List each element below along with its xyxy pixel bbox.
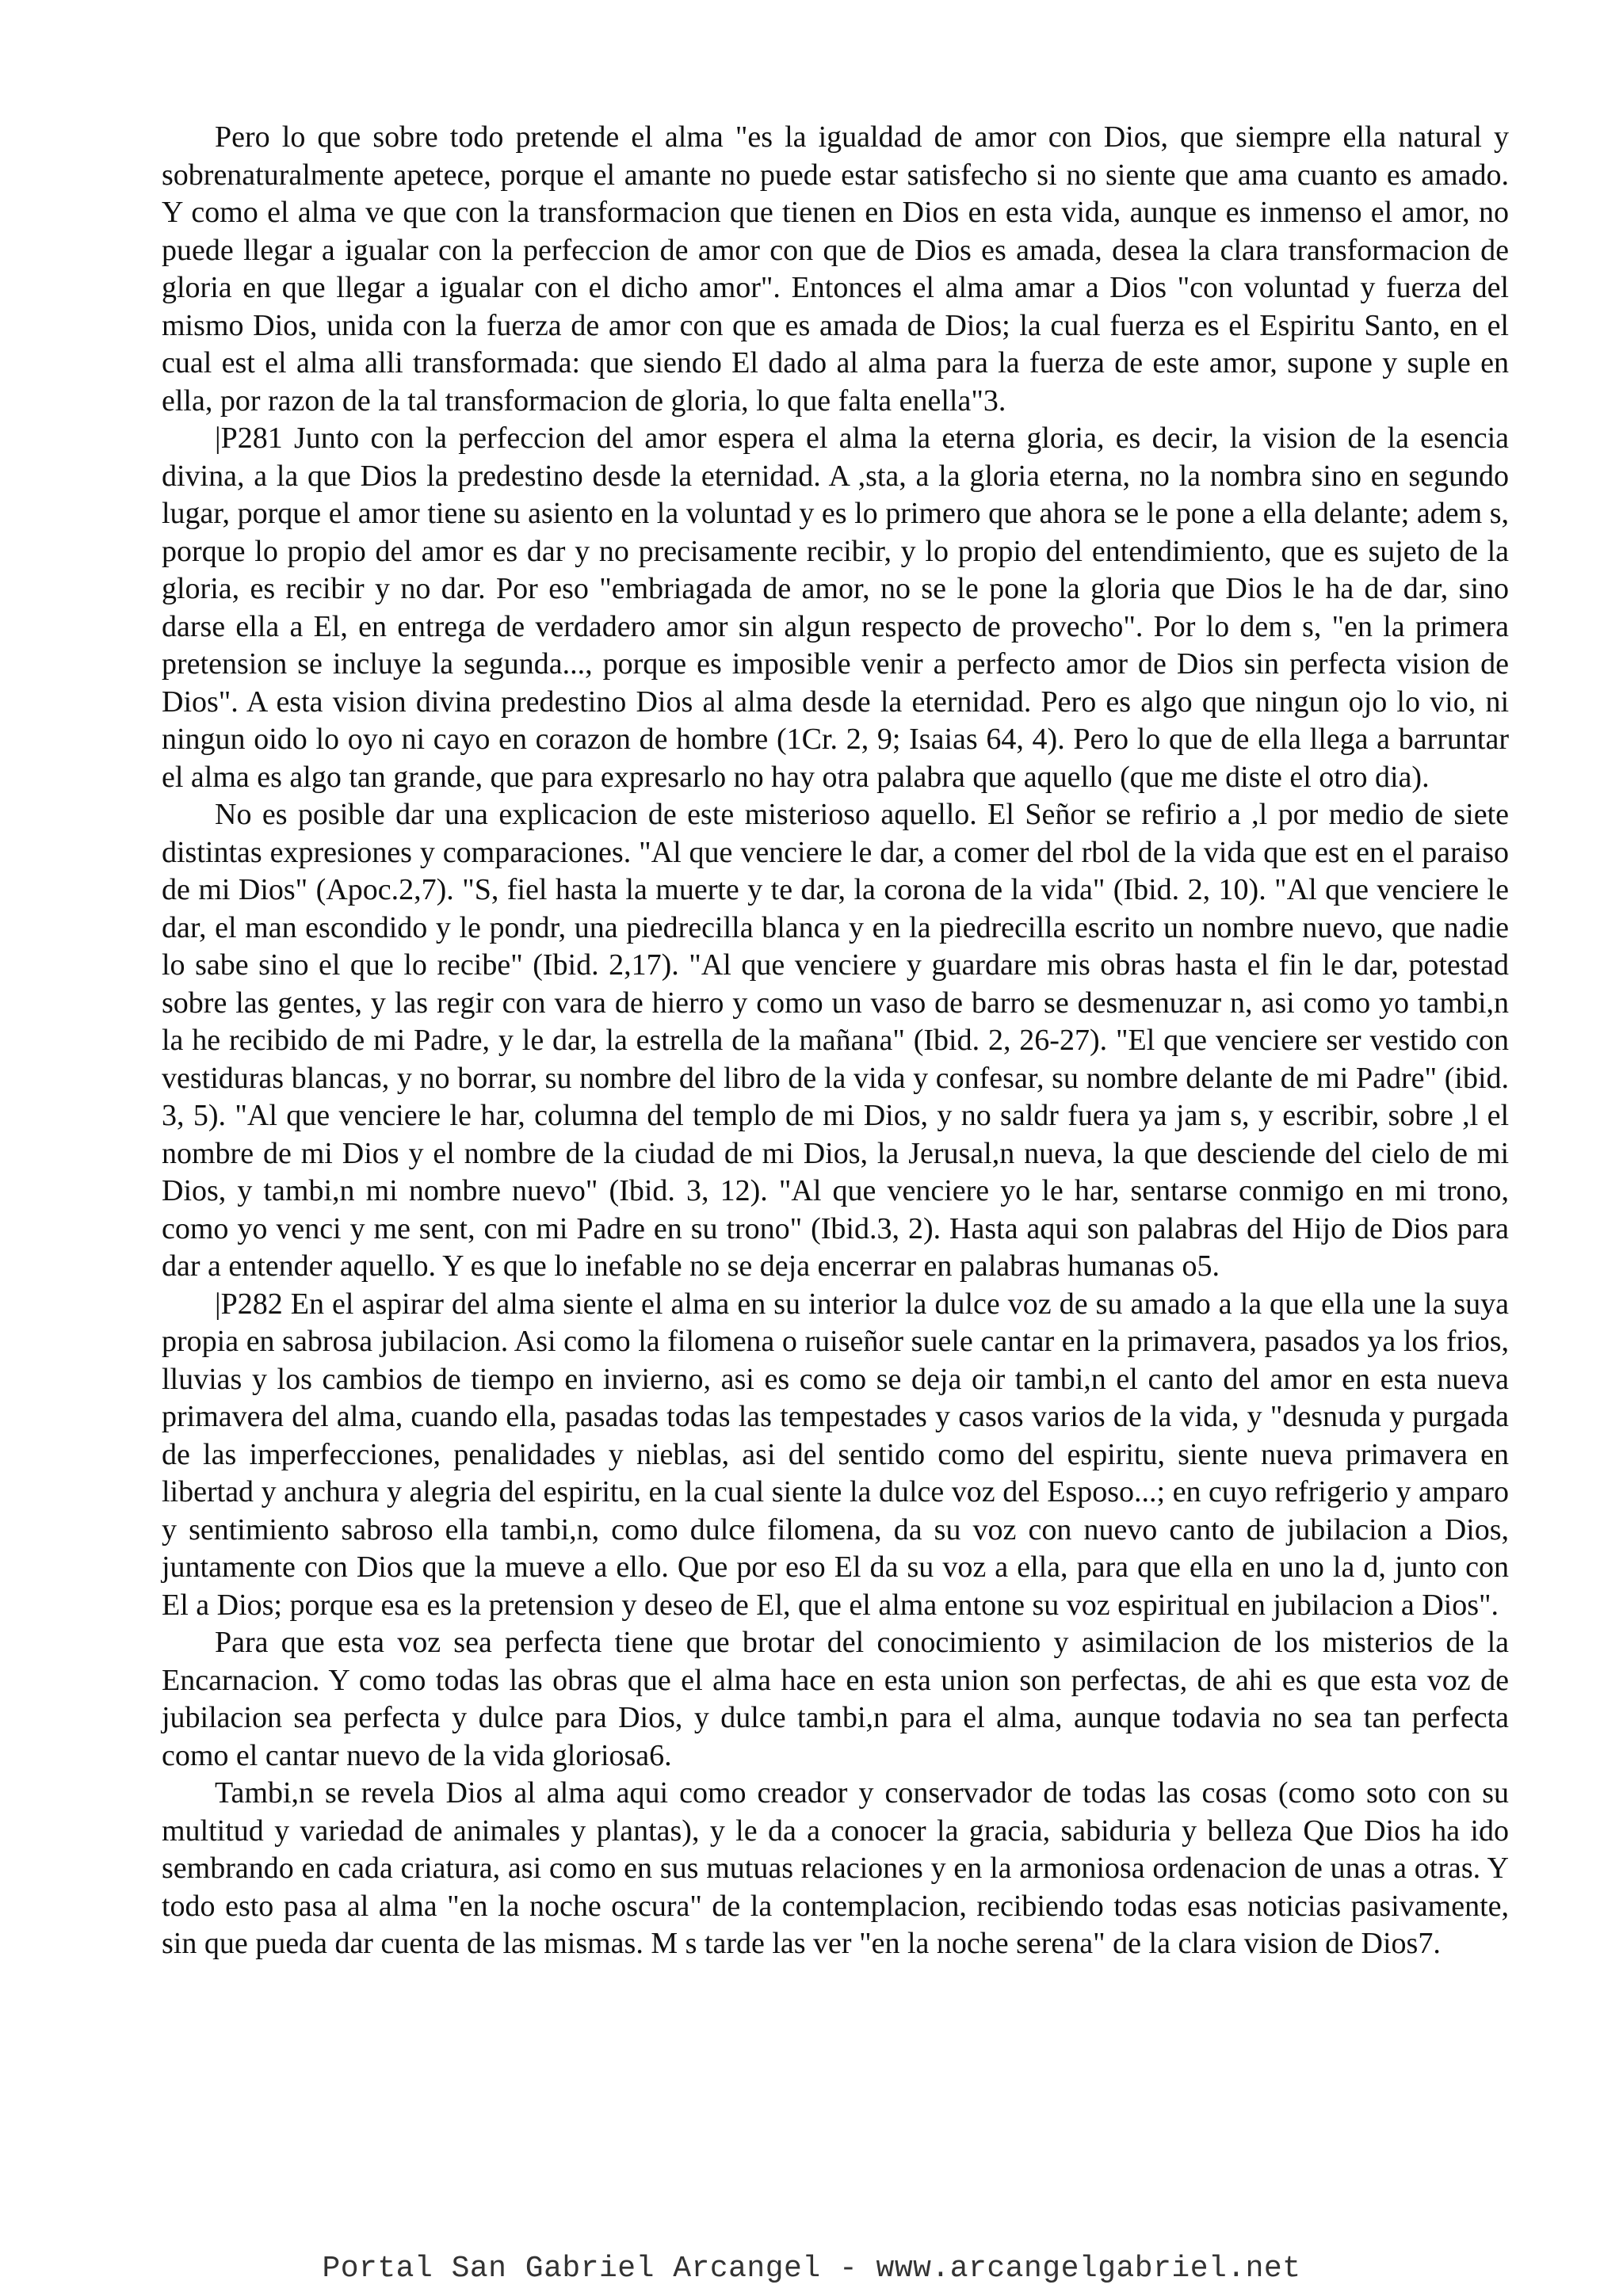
paragraph-2: |P281 Junto con la perfeccion del amor espera el alma la eterna gloria, es decir, la vision de la esencia divina, a la que Dios la predestino desde la eternidad. A ,sta, a la gloria eterna, no la nombra sino en segundo lugar, porque el amor tiene su asiento en la voluntad y es lo primero que ahora se le pone a ella delante; adem s, porque lo propio del amor es dar y no precisamente recibir, y lo propio del entendimiento, que es sujeto de la gloria, es recibir y no dar. Por eso "embriagada de amor, no se le pone la gloria que Dios le ha de dar, sino darse ella a El, en entrega de verdadero amor sin algun respecto de provecho". Por lo dem s, "en la primera pretension se incluye la segunda..., porque es imposible venir a perfecto amor de Dios sin perfecta vision de Dios". A esta vision divina predestino Dios al alma desde la eternidad. Pero es algo que ningun ojo lo vio, ni ningun oido lo oyo ni cayo en corazon de hombre (1Cr. 2, 9; Isaias 64, 4). Pero lo que de ella llega a barruntar el alma es algo tan grande, que para expresarlo no hay otra palabra que aquello (que me diste el otro dia). — [162, 421, 1509, 794]
paragraph-3: No es posible dar una explicacion de este misterioso aquello. El Señor se refirio a ,l por medio de siete distintas expresiones y comparaciones. "Al que venciere le dar, a comer del rbol de la vida que est en el paraiso de mi Dios" (Apoc.2,7). "S, fiel hasta la muerte y te dar, la corona de la vida" (Ibid. 2, 10). "Al que venciere le dar, el man escondido y le pondr, una piedrecilla blanca y en la piedrecilla escrito un nombre nuevo, que nadie lo sabe sino el que lo recibe" (Ibid. 2,17). "Al que venciere y guardare mis obras hasta el fin le dar, potestad sobre las gentes, y las regir con vara de hierro y como un vaso de barro se desmenuzar n, asi como yo tambi,n la he recibido de mi Padre, y le dar, la estrella de la mañana" (Ibid. 2, 26-27). "El que venciere ser vestido con vestiduras blancas, y no borrar, su nombre del libro de la vida y confesar, su nombre delante de mi Padre" (ibid. 3, 5). "Al que venciere le har, columna del templo de mi Dios, y no saldr fuera ya jam s, y escribir, sobre ,l el nombre de mi Dios y el nombre de la ciudad de mi Dios, la Jerusal,n nueva, la que desciende del cielo de mi Dios, y tambi,n mi nombre nuevo" (Ibid. 3, 12). "Al que venciere yo le har, sentarse conmigo en mi trono, como yo venci y me sent, con mi Padre en su trono" (Ibid.3, 2). Hasta aqui son palabras del Hijo de Dios para dar a entender aquello. Y es que lo inefable no se deja encerrar en palabras humanas o5. — [162, 798, 1509, 1283]
page-footer: Portal San Gabriel Arcangel - www.arcangelgabriel.net — [322, 2252, 1301, 2286]
paragraph-4: |P282 En el aspirar del alma siente el alma en su interior la dulce voz de su amado a la que ella une la suya propia en sabrosa jubilacion. Asi como la filomena o ruiseñor suele cantar en la primavera, pasados ya los frios, lluvias y los cambios de tiempo en invierno, asi es como se deja oir tambi,n el canto del amor en esta nueva primavera del alma, cuando ella, pasadas todas las tempestades y casos varios de la vida, y "desnuda y purgada de las imperfecciones, penalidades y nieblas, asi del sentido como del espiritu, siente nueva primavera en libertad y anchura y alegria del espiritu, en la cual siente la dulce voz del Esposo...; en cuyo refrigerio y amparo y sentimiento sabroso ella tambi,n, como dulce filomena, da su voz con nuevo canto de jubilacion a Dios, juntamente con Dios que la mueve a ello. Que por eso El da su voz a ella, para que ella en uno la d, junto con El a Dios; porque esa es la pretension y deseo de El, que el alma entone su voz espiritual en jubilacion a Dios". — [162, 1287, 1509, 1622]
paragraph-5: Para que esta voz sea perfecta tiene que brotar del conocimiento y asimilacion de los misterios de la Encarnacion. Y como todas las obras que el alma hace en esta union son perfectas, de ahi es que esta voz de jubilacion sea perfecta y dulce para Dios, y dulce tambi,n para el alma, aunque todavia no sea tan perfecta como el cantar nuevo de la vida gloriosa6. — [162, 1626, 1509, 1772]
paragraph-1: Pero lo que sobre todo pretende el alma "es la igualdad de amor con Dios, que siempre ella natural y sobrenaturalmente apetece, porque el amante no puede estar satisfecho si no siente que ama cuanto es amado. Y como el alma ve que con la transformacion que tienen en Dios en esta vida, aunque es inmenso el amor, no puede llegar a igualar con la perfeccion de amor con que de Dios es amada, desea la clara transformacion de gloria en que llegar a igualar con el dicho amor". Entonces el alma amar a Dios "con voluntad y fuerza del mismo Dios, unida con la fuerza de amor con que es amada de Dios; la cual fuerza es el Espiritu Santo, en el cual est el alma alli transformada: que siendo El dado al alma para la fuerza de este amor, supone y suple en ella, por razon de la tal transformacion de gloria, lo que falta enella"3. — [162, 120, 1509, 418]
paragraph-6: Tambi,n se revela Dios al alma aqui como creador y conservador de todas las cosas (como soto con su multitud y variedad de animales y plantas), y le da a conocer la gracia, sabiduria y belleza Que Dios ha ido sembrando en cada criatura, asi como en sus mutuas relaciones y en la armoniosa ordenacion de unas a otras. Y todo esto pasa al alma "en la noche oscura" de la contemplacion, recibiendo todas esas noticias pasivamente, sin que pueda dar cuenta de las mismas. M s tarde las ver "en la noche serena" de la clara vision de Dios7. — [162, 1776, 1509, 1960]
document-body — [162, 119, 1509, 1963]
